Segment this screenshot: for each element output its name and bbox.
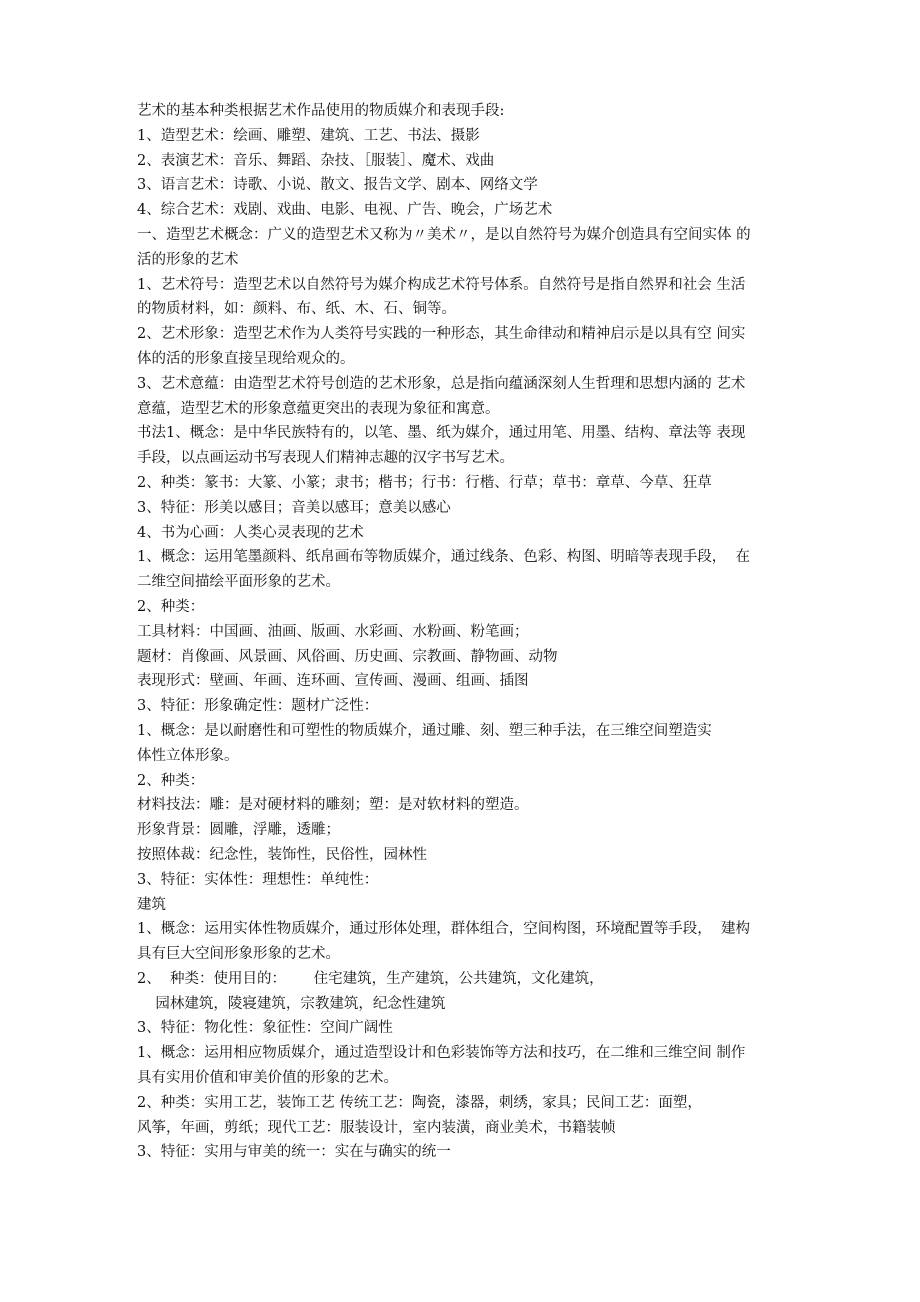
text-line: 手段，以点画运动书写表现人们精神志趣的汉字书写艺术。 <box>137 450 514 467</box>
text-line: 1、概念：运用笔墨颜料、纸帛画布等物质媒介，通过线条、色彩、构图、明暗等表现手段， 在 <box>137 549 750 566</box>
text-line: 2、种类：实用工艺，装饰工艺 传统工艺：陶瓷，漆器，刺绣，家具；民间工艺：面塑， <box>137 1094 702 1111</box>
text-line: 2、种类：篆书：大篆、小篆；隶书；楷书；行书：行楷、行草；草书：章草、今草、狂草 <box>137 474 712 491</box>
text-line: 3、特征：实用与审美的统一：实在与确实的统一 <box>137 1144 451 1161</box>
document-body <box>137 99 797 1165</box>
text-line: 1、概念：运用相应物质媒介，通过造型设计和色彩装饰等方法和技巧，在二维和三维空间 制作 <box>137 1045 746 1062</box>
text-line: 2、 种类：使用目的： 住宅建筑，生产建筑，公共建筑，文化建筑， <box>137 970 604 987</box>
text-line: 1、造型艺术：绘画、雕塑、建筑、工艺、书法、摄影 <box>137 127 480 144</box>
text-line: 题材：肖像画、风景画、风俗画、历史画、宗教画、静物画、动物 <box>137 648 558 665</box>
text-line: 4、书为心画：人类心灵表现的艺术 <box>137 524 364 541</box>
text-line: 3、特征：物化性：象征性：空间广阔性 <box>137 1020 393 1037</box>
text-line: 1、概念：运用实体性物质媒介，通过形体处理，群体组合，空间构图，环境配置等手段， 建构 <box>137 921 750 938</box>
text-line: 园林建筑，陵寝建筑，宗教建筑，纪念性建筑 <box>137 995 446 1012</box>
text-line: 具有巨大空间形象形象的艺术。 <box>137 946 340 963</box>
text-line: 2、种类： <box>137 598 205 615</box>
text-line: 3、特征：实体性：理想性：单纯性： <box>137 871 379 888</box>
text-line: 表现形式：壁画、年画、连环画、宣传画、漫画、组画、插图 <box>137 673 529 690</box>
text-line: 3、语言艺术：诗歌、小说、散文、报告文学、剧本、网络文学 <box>137 177 538 194</box>
text-line: 意蕴，造型艺术的形象意蕴更突出的表现为象征和寓意。 <box>137 400 500 417</box>
text-line: 4、综合艺术：戏剧、戏曲、电影、电视、广告、晚会，广场艺术 <box>137 202 553 219</box>
text-line: 具有实用价值和审美价值的形象的艺术。 <box>137 1070 398 1087</box>
text-line: 2、表演艺术：音乐、舞蹈、杂技、［服装］、魔术、戏曲 <box>137 152 495 169</box>
text-line: 二维空间描绘平面形象的艺术。 <box>137 574 340 591</box>
text-line: 2、种类： <box>137 772 205 789</box>
text-line: 体性立体形象。 <box>137 747 239 764</box>
text-line: 工具材料：中国画、油画、版画、水彩画、水粉画、粉笔画； <box>137 623 529 640</box>
text-line: 风筝，年画，剪纸；现代工艺：服装设计，室内装潢，商业美术，书籍装帧 <box>137 1119 616 1136</box>
text-line: 的物质材料，如：颜料、布、纸、木、石、铜等。 <box>137 301 456 318</box>
text-line: 2、艺术形象：造型艺术作为人类符号实践的一种形态，其生命律动和精神启示是以具有空 间实 <box>137 326 746 343</box>
text-line: 形象背景：圆雕，浮雕，透雕； <box>137 822 340 839</box>
text-line: 艺术的基本种类根据艺术作品使用的物质媒介和表现手段: <box>137 103 505 119</box>
text-line: 3、特征：形象确定性：题材广泛性： <box>137 698 379 715</box>
text-line: 1、艺术符号：造型艺术以自然符号为媒介构成艺术符号体系。自然符号是指自然界和社会 生活 <box>137 276 746 293</box>
text-line: 3、特征：形美以感目；音美以感耳；意美以感心 <box>137 499 451 516</box>
text-line: 书法1、概念：是中华民族特有的，以笔、墨、纸为媒介，通过用笔、用墨、结构、章法等 表现 <box>137 425 746 442</box>
text-line: 按照体裁：纪念性，装饰性，民俗性，园林性 <box>137 846 427 863</box>
text-line: 材料技法：雕：是对硬材料的雕刻；塑：是对软材料的塑造。 <box>137 797 529 814</box>
text-line: 1、概念：是以耐磨性和可塑性的物质媒介，通过雕、刻、塑三种手法，在三维空间塑造实 <box>137 722 712 739</box>
text-line: 3、艺术意蕴：由造型艺术符号创造的艺术形象，总是指向蕴涵深刻人生哲理和思想内涵的 艺术 <box>137 375 746 392</box>
text-line: 体的活的形象直接呈现给观众的。 <box>137 350 355 367</box>
text-line: 一、造型艺术概念：广义的造型艺术又称为〃美术〃，是以自然符号为媒介创造具有空间实体 的 <box>137 226 751 243</box>
text-line: 建筑 <box>137 896 166 913</box>
text-line: 活的形象的艺术 <box>137 251 239 268</box>
